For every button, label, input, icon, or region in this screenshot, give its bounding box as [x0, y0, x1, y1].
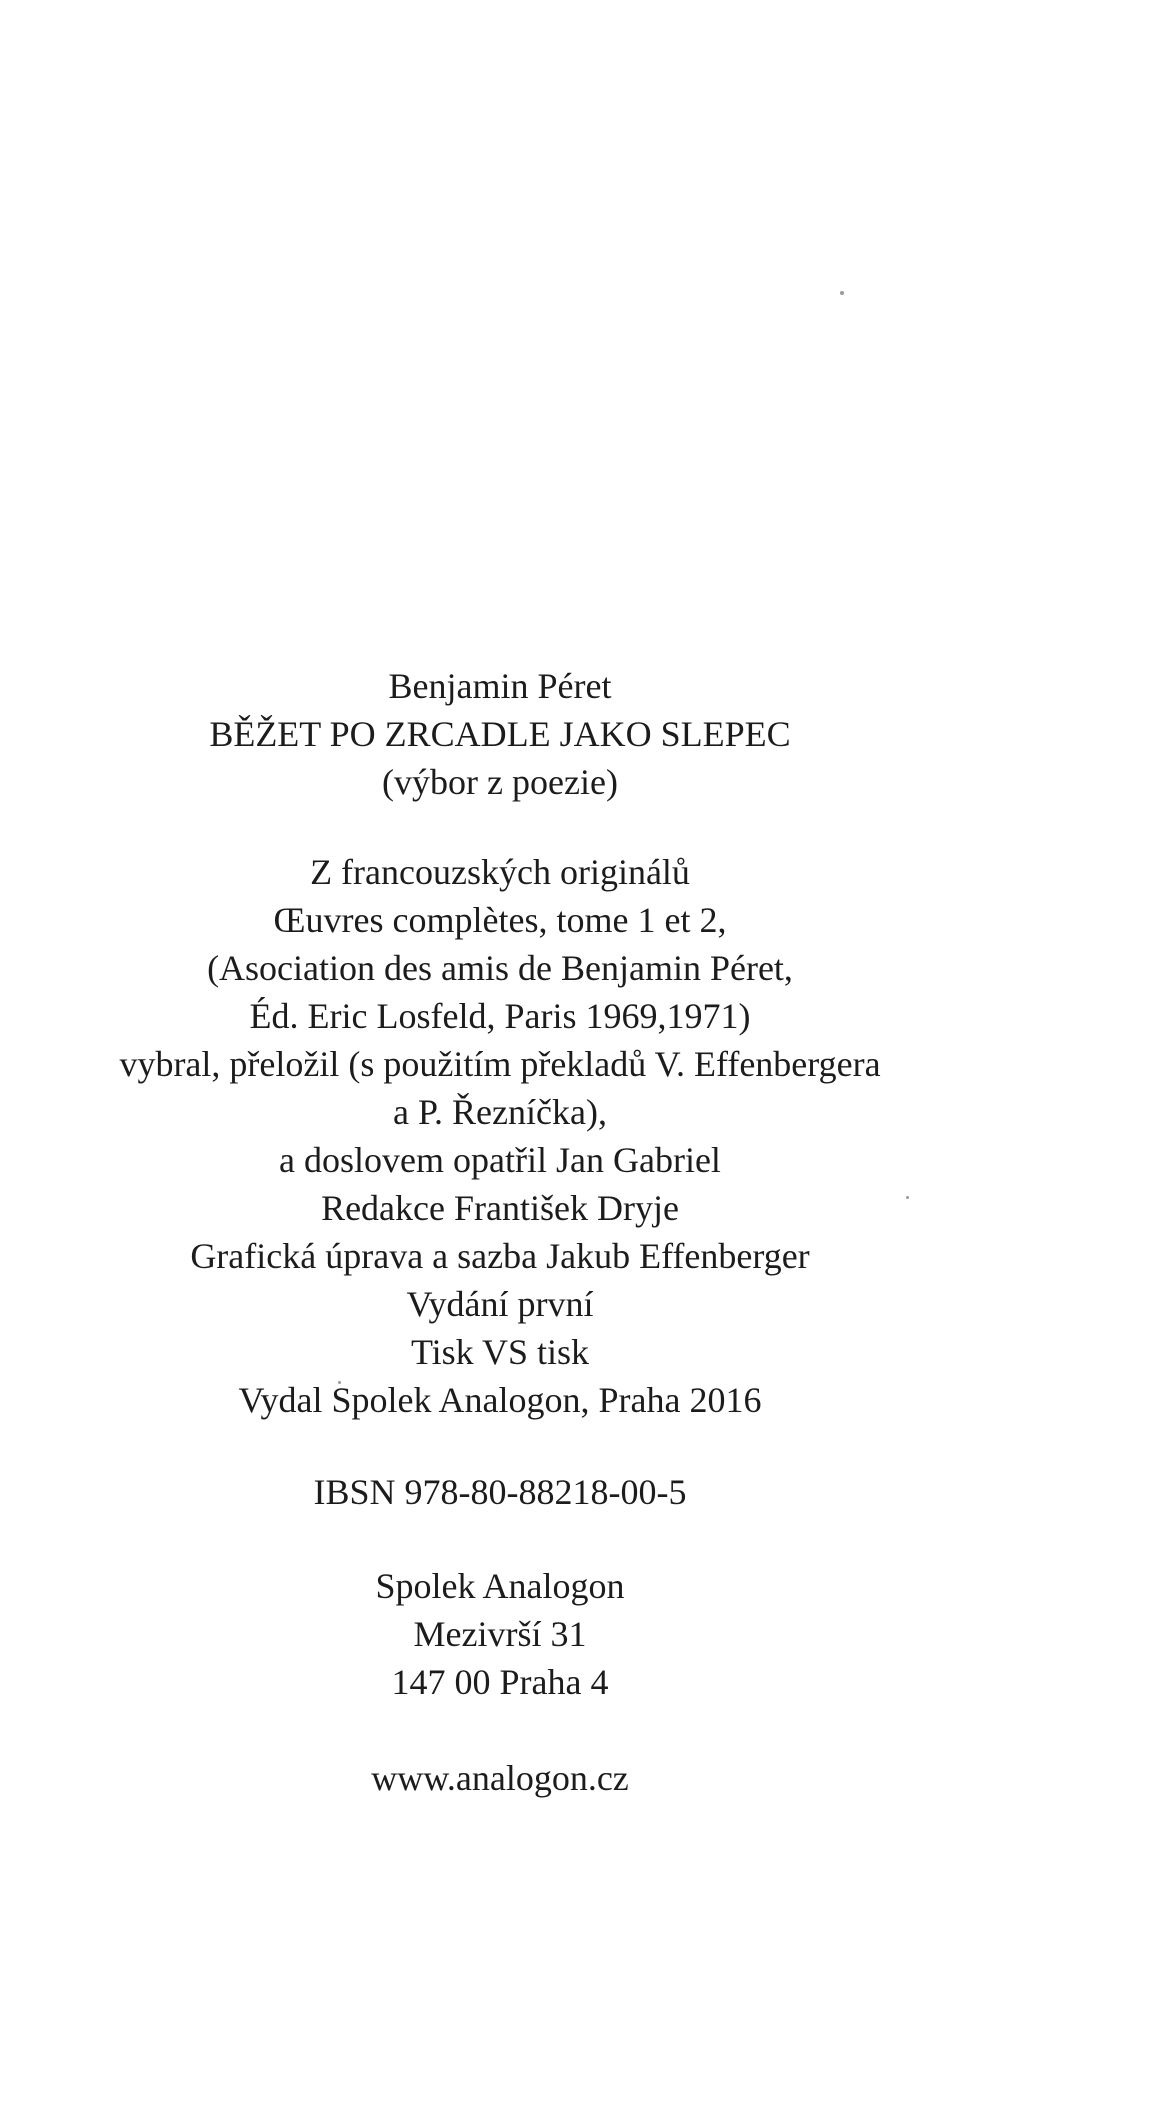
- paper-speck: [840, 291, 844, 295]
- credit-line: Éd. Eric Losfeld, Paris 1969,1971): [249, 996, 751, 1036]
- credit-line: Vydání první: [406, 1284, 594, 1324]
- credit-line: Œuvres complètes, tome 1 et 2,: [273, 900, 727, 940]
- credit-line: (Asociation des amis de Benjamin Péret,: [207, 948, 793, 988]
- publisher-name: Spolek Analogon: [375, 1566, 625, 1606]
- book-title: BĚŽET PO ZRCADLE JAKO SLEPEC: [209, 714, 791, 754]
- author-name: Benjamin Péret: [388, 666, 612, 706]
- credit-line: a doslovem opatřil Jan Gabriel: [279, 1140, 721, 1180]
- credit-line: Redakce František Dryje: [321, 1188, 679, 1228]
- credit-line: vybral, přeložil (s použitím překladů V. Effenbergera: [119, 1044, 881, 1084]
- publisher-street: Mezivrší 31: [413, 1614, 587, 1654]
- publisher-city: 147 00 Praha 4: [391, 1662, 609, 1702]
- book-subtitle: (výbor z poezie): [382, 762, 618, 802]
- credit-line: Vydal Spolek Analogon, Praha 2016: [238, 1380, 762, 1420]
- colophon-text-block: [0, 662, 1000, 1802]
- credit-line: Tisk VS tisk: [410, 1332, 590, 1372]
- publisher-website: www.analogon.cz: [371, 1758, 629, 1798]
- credit-line: Z francouzských originálů: [310, 852, 690, 892]
- credit-line: Grafická úprava a sazba Jakub Effenberger: [190, 1236, 810, 1276]
- credit-line: a P. Řezníčka),: [393, 1092, 607, 1132]
- isbn: IBSN 978-80-88218-00-5: [313, 1472, 687, 1512]
